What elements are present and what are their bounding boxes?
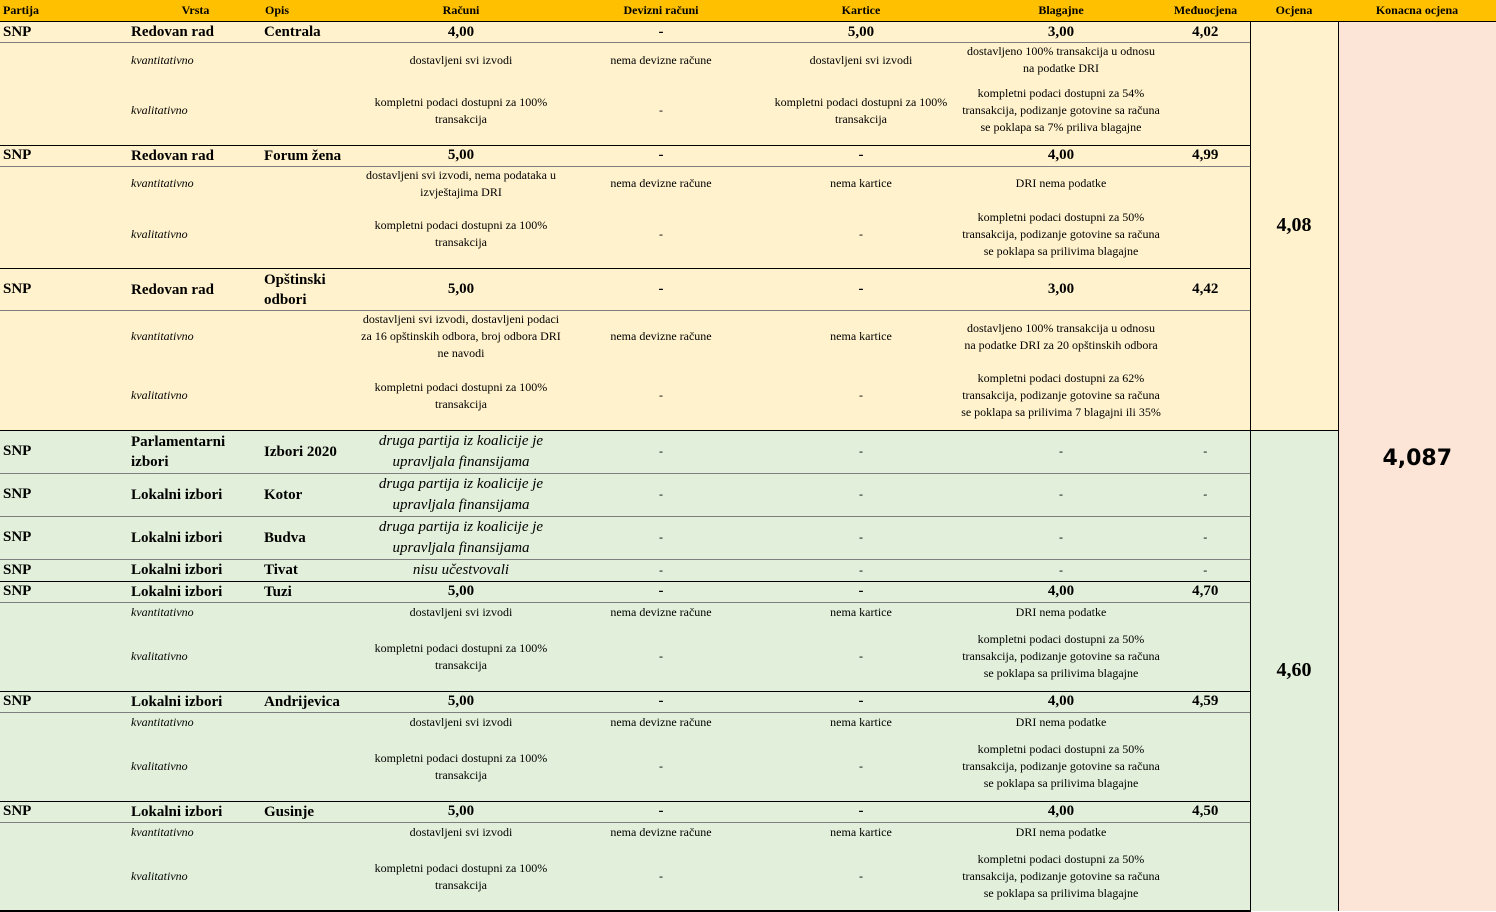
kartice-cell: - [761,473,961,516]
blagajne-cell: 4,00 [961,145,1161,166]
header-row [0,0,1496,22]
vrsta-cell: Lokalni izbori [129,691,262,712]
kvantitativno-label: kvantitativno [129,602,262,623]
opis-cell: Tuzi [262,581,361,602]
devizni-cell: - [561,473,761,516]
blagajne-note: DRI nema podatke [961,822,1161,843]
partija-cell: SNP [0,691,129,712]
partija-cell: SNP [0,473,129,516]
opis-cell: Gusinje [262,801,361,822]
racuni-note: dostavljeni svi izvodi, dostavljeni podaci za 16 opštinskih odbora, broj odbora DRI ne navodi [361,312,561,360]
blagajne-note: kompletni podaci dostupni za 50% transakcija, podizanje gotovine sa računa se poklapa sa prilivima blagajne [961,843,1161,911]
table-row [0,430,1496,473]
kartice-cell: - [761,801,961,822]
kartice-note: kompletni podaci dostupni za 100% transakcija [761,77,961,145]
partija-cell: SNP [0,22,129,43]
racuni-cell: druga partija iz koalicije je upravljala finansijama [361,430,561,473]
blagajne-note: DRI nema podatke [961,712,1161,733]
kvantitativno-label: kvantitativno [129,166,262,201]
blagajne-note: kompletni podaci dostupni za 50% transakcija, podizanje gotovine sa računa se poklapa sa prilivima blagajne [961,733,1161,801]
blagajne-note: DRI nema podatke [961,602,1161,623]
racuni-note: dostavljeni svi izvodi [361,43,561,78]
kvantitativno-label: kvantitativno [129,712,262,733]
racuni-note: kompletni podaci dostupni za 100% transakcija [361,843,561,911]
devizni-note: - [561,623,761,691]
blagajne-cell: - [961,516,1161,559]
kartice-note: nema kartice [761,712,961,733]
kartice-note: - [761,623,961,691]
col-devizni: Devizni računi [561,0,761,22]
medjuocjena-cell: 4,02 [1161,22,1250,43]
medjuocjena-cell: - [1161,559,1250,581]
kartice-cell: - [761,269,961,311]
kvalitativno-label: kvalitativno [129,201,262,269]
blagajne-cell: 4,00 [961,801,1161,822]
ocjena-group-2: 4,60 [1250,430,1338,911]
kartice-cell: - [761,145,961,166]
opis-cell: Budva [262,516,361,559]
partija-cell: SNP [0,559,129,581]
devizni-note: nema devizne račune [561,712,761,733]
devizni-cell: - [561,559,761,581]
kartice-cell: - [761,430,961,473]
racuni-cell: nisu učestvovali [361,559,561,581]
kvalitativno-label: kvalitativno [129,77,262,145]
kvalitativno-label: kvalitativno [129,843,262,911]
kartice-note: - [761,843,961,911]
kartice-note: - [761,201,961,269]
kvantitativno-label: kvantitativno [129,311,262,363]
opis-cell: Forum žena [262,145,361,166]
devizni-cell: - [561,145,761,166]
vrsta-cell: Parlamentarni izbori [129,430,262,473]
kartice-note: dostavljeni svi izvodi [761,43,961,78]
racuni-note: kompletni podaci dostupni za 100% transakcija [361,362,561,430]
racuni-cell: 5,00 [361,581,561,602]
vrsta-cell: Redovan rad [129,145,262,166]
vrsta-cell: Lokalni izbori [129,801,262,822]
racuni-note: dostavljeni svi izvodi [361,712,561,733]
col-blagajne: Blagajne [961,0,1161,22]
racuni-cell: 4,00 [361,22,561,43]
kartice-note: - [761,733,961,801]
col-opis: Opis [262,0,361,22]
devizni-cell: - [561,801,761,822]
medjuocjena-cell: 4,99 [1161,145,1250,166]
medjuocjena-cell: - [1161,516,1250,559]
devizni-note: nema devizne račune [561,311,761,363]
col-medjuocjena: Međuocjena [1161,0,1250,22]
blagajne-cell: - [961,473,1161,516]
kartice-note: nema kartice [761,602,961,623]
opis-cell: Opštinski odbori [262,269,361,311]
partija-cell: SNP [0,581,129,602]
blagajne-cell: 3,00 [961,22,1161,43]
kartice-note: - [761,362,961,430]
kartice-cell: - [761,691,961,712]
partija-cell: SNP [0,801,129,822]
opis-cell: Andrijevica [262,691,361,712]
konacna-ocjena-value: 4,087 [1338,22,1496,912]
partija-cell: SNP [0,430,129,473]
devizni-note: - [561,733,761,801]
blagajne-note: kompletni podaci dostupni za 50% transakcija, podizanje gotovine sa računa se poklapa sa prilivima blagajne [961,623,1161,691]
kartice-note: nema kartice [761,311,961,363]
col-ocjena: Ocjena [1250,0,1338,22]
partija-cell: SNP [0,269,129,311]
devizni-note: nema devizne račune [561,602,761,623]
blagajne-note: kompletni podaci dostupni za 50% transakcija, podizanje gotovine sa računa se poklapa sa prilivima blagajne [961,201,1161,269]
col-partija: Partija [0,0,129,22]
kartice-note: nema kartice [761,822,961,843]
medjuocjena-cell: 4,70 [1161,581,1250,602]
vrsta-cell: Redovan rad [129,22,262,43]
kartice-cell: - [761,581,961,602]
racuni-note: kompletni podaci dostupni za 100% transakcija [361,201,561,269]
col-racuni: Računi [361,0,561,22]
partija-cell: SNP [0,516,129,559]
devizni-cell: - [561,516,761,559]
col-konacna: Konacna ocjena [1338,0,1496,22]
vrsta-cell: Lokalni izbori [129,581,262,602]
kvantitativno-label: kvantitativno [129,822,262,843]
devizni-cell: - [561,269,761,311]
vrsta-cell: Redovan rad [129,269,262,311]
blagajne-cell: - [961,559,1161,581]
blagajne-cell: 4,00 [961,691,1161,712]
kvalitativno-label: kvalitativno [129,733,262,801]
kartice-note: nema kartice [761,166,961,201]
medjuocjena-cell: 4,50 [1161,801,1250,822]
racuni-cell: 5,00 [361,269,561,311]
partija-cell: SNP [0,145,129,166]
racuni-note: dostavljeni svi izvodi, nema podataka u izvještajima DRI [361,166,561,201]
kartice-cell: - [761,559,961,581]
blagajne-cell: - [961,430,1161,473]
blagajne-cell: 3,00 [961,269,1161,311]
devizni-note: - [561,77,761,145]
vrsta-cell: Lokalni izbori [129,559,262,581]
opis-cell: Kotor [262,473,361,516]
medjuocjena-cell: - [1161,430,1250,473]
kvantitativno-label: kvantitativno [129,43,262,78]
racuni-cell: druga partija iz koalicije je upravljala finansijama [361,473,561,516]
col-vrsta: Vrsta [129,0,262,22]
vrsta-cell: Lokalni izbori [129,516,262,559]
racuni-cell: druga partija iz koalicije je upravljala finansijama [361,516,561,559]
blagajne-note: kompletni podaci dostupni za 62% transakcija, podizanje gotovine sa računa se poklapa sa prilivima 7 blagajni ili 35% [961,362,1161,430]
devizni-cell: - [561,581,761,602]
table-row [0,22,1496,43]
opis-cell: Izbori 2020 [262,430,361,473]
devizni-note: - [561,843,761,911]
racuni-note: dostavljeni svi izvodi [361,822,561,843]
blagajne-note: dostavljeno 100% transakcija u odnosu na podatke DRI [961,43,1161,78]
medjuocjena-cell: 4,42 [1161,269,1250,311]
devizni-cell: - [561,430,761,473]
kvalitativno-label: kvalitativno [129,362,262,430]
devizni-note: - [561,362,761,430]
kartice-cell: - [761,516,961,559]
blagajne-note: DRI nema podatke [961,166,1161,201]
opis-cell: Tivat [262,559,361,581]
devizni-note: nema devizne račune [561,822,761,843]
medjuocjena-cell: 4,59 [1161,691,1250,712]
opis-cell: Centrala [262,22,361,43]
medjuocjena-cell: - [1161,473,1250,516]
devizni-note: - [561,201,761,269]
blagajne-note: dostavljeno 100% transakcija u odnosu na podatke DRI za 20 opštinskih odbora [961,311,1161,363]
kartice-cell: 5,00 [761,22,961,43]
col-kartice: Kartice [761,0,961,22]
vrsta-cell: Lokalni izbori [129,473,262,516]
blagajne-cell: 4,00 [961,581,1161,602]
racuni-note: dostavljeni svi izvodi [361,602,561,623]
racuni-cell: 5,00 [361,691,561,712]
devizni-cell: - [561,691,761,712]
racuni-note: kompletni podaci dostupni za 100% transakcija [361,733,561,801]
kvalitativno-label: kvalitativno [129,623,262,691]
racuni-note: kompletni podaci dostupni za 100% transakcija [361,77,561,145]
devizni-note: nema devizne račune [561,43,761,78]
racuni-cell: 5,00 [361,801,561,822]
ocjena-group-1: 4,08 [1250,22,1338,431]
racuni-cell: 5,00 [361,145,561,166]
devizni-note: nema devizne račune [561,166,761,201]
racuni-note: kompletni podaci dostupni za 100% transakcija [361,623,561,691]
devizni-cell: - [561,22,761,43]
blagajne-note: kompletni podaci dostupni za 54% transakcija, podizanje gotovine sa računa se poklapa sa 7% priliva blagajne [961,77,1161,145]
